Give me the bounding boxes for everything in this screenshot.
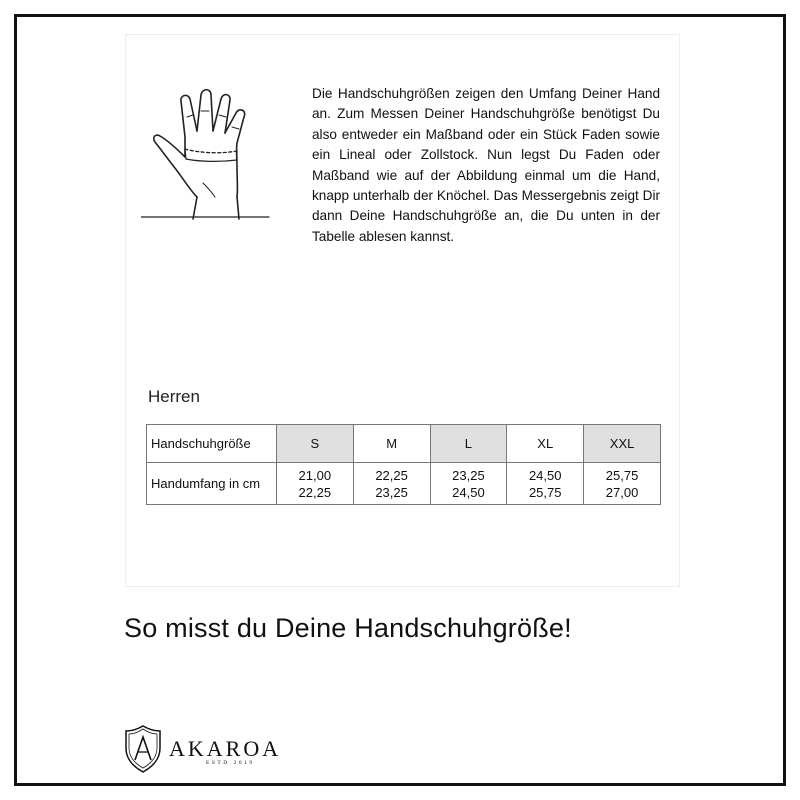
range-max-xxl: 27,00 <box>605 484 639 500</box>
table-row-sizes <box>147 425 661 463</box>
section-title: Herren <box>148 387 200 406</box>
range-min-m: 22,25 <box>375 467 408 483</box>
range-cell-s <box>276 463 353 505</box>
page-headline: So misst du Deine Handschuhgröße! <box>124 613 572 643</box>
range-min-xl: 24,50 <box>528 467 562 483</box>
size-table <box>146 424 661 505</box>
measuring-instructions: Die Handschuhgrößen zeigen den Umfang Deiner Hand an. Zum Messen Deiner Handschuhgröße benötigst Du also entweder ein Maßband oder ein Stück Faden sowie ein Lineal oder Zollstock. Nun legst Du Faden oder Maßband wie auf der Abbildung einmal um die Hand, knapp unterhalb der Knöchel. Das Messergebnis zeigt Dir dann Deine Handschuhgröße an, die Du unten in der Tabelle ablesen kannst. <box>312 86 660 244</box>
brand-logo <box>124 724 294 774</box>
range-min-s: 21,00 <box>298 467 332 483</box>
size-cell-s: S <box>276 425 353 463</box>
range-max-l: 24,50 <box>452 484 485 500</box>
range-cell-m <box>353 463 430 505</box>
page-frame <box>14 14 786 786</box>
range-cell-xxl <box>584 463 661 505</box>
size-cell-xl: XL <box>507 425 584 463</box>
range-cell-xl <box>507 463 584 505</box>
range-max-xl: 25,75 <box>528 484 562 500</box>
size-cell-m: M <box>353 425 430 463</box>
brand-subline: ESTD 2019 <box>206 760 255 766</box>
size-cell-xxl: XXL <box>584 425 661 463</box>
shield-logo-icon <box>124 724 162 774</box>
range-cell-l <box>430 463 507 505</box>
range-row-label: Handumfang in cm <box>147 463 277 505</box>
range-min-xxl: 25,75 <box>605 467 639 483</box>
range-max-s: 22,25 <box>298 484 332 500</box>
range-min-l: 23,25 <box>452 467 485 483</box>
size-row-label: Handschuhgröße <box>147 425 277 463</box>
range-max-m: 23,25 <box>375 484 408 500</box>
size-guide-card <box>125 34 680 587</box>
table-row-ranges <box>147 463 661 505</box>
size-cell-l: L <box>430 425 507 463</box>
brand-wordmark: AKAROA <box>169 736 282 761</box>
hand-measurement-icon <box>141 87 273 247</box>
